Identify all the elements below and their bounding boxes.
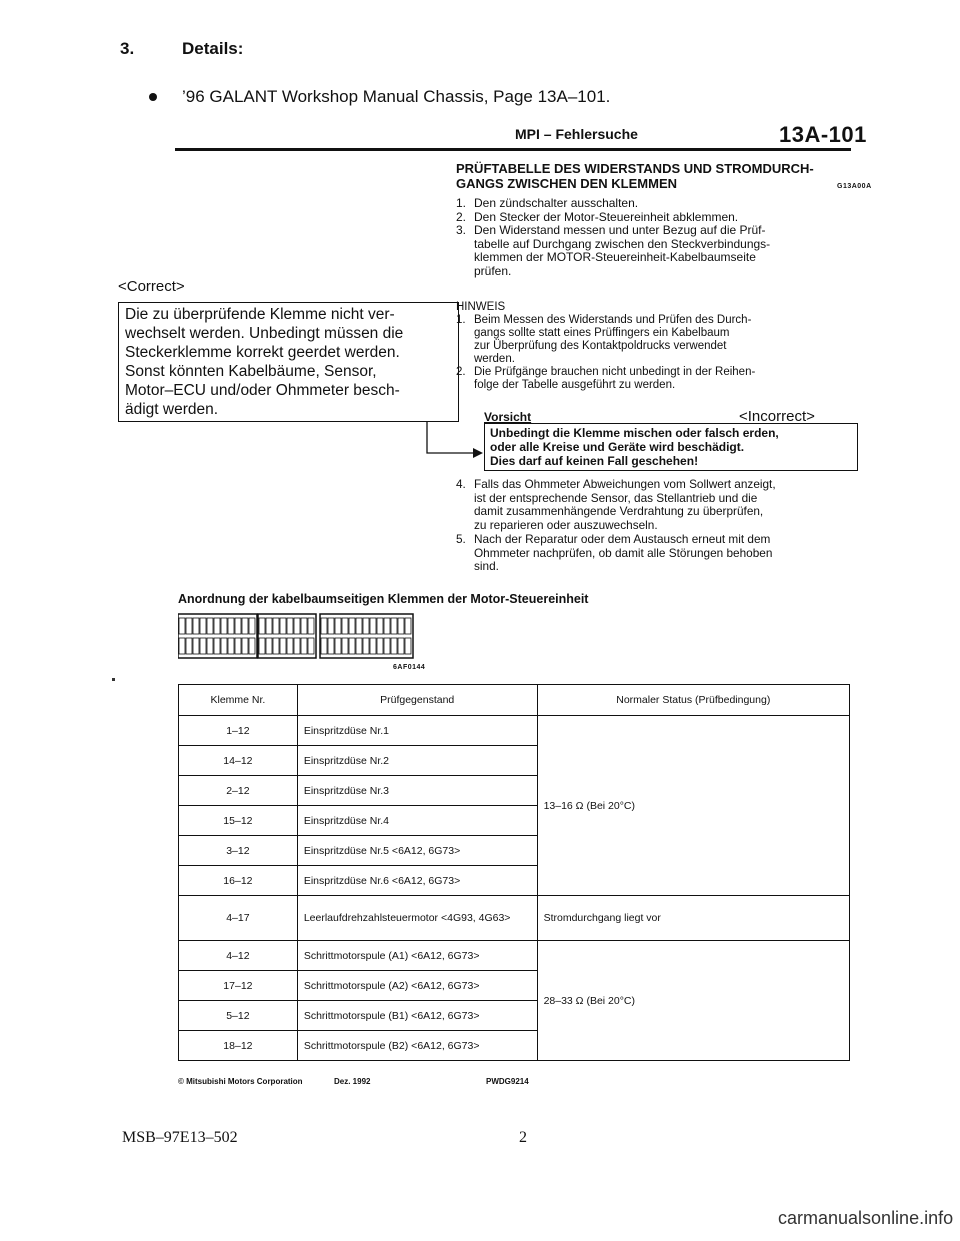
step-number: 3. (456, 223, 467, 237)
step-3 (456, 224, 856, 278)
connector-pin (377, 638, 383, 654)
cell-item: Einspritzdüse Nr.4 (297, 806, 537, 836)
step-line: tabelle auf Durchgang zwischen den Steckverbindungs- (474, 236, 771, 251)
connector-pin (377, 618, 383, 634)
connector-pin (179, 638, 185, 654)
manual-header-right: 13A-101 (779, 122, 867, 147)
connector-pin (349, 638, 355, 654)
correct-line: Die zu überprüfende Klemme nicht ver- (125, 306, 395, 323)
heading-number: 3. (120, 39, 135, 58)
correct-line: ädigt werden. (125, 401, 219, 418)
cell-klemme: 5–12 (179, 1001, 298, 1031)
bullet-dot (149, 93, 157, 101)
section-title-line-2: GANGS ZWISCHEN DEN KLEMMEN (456, 176, 677, 191)
spec-table (178, 684, 850, 1061)
connector-pin (370, 618, 376, 634)
connector-pin (328, 618, 334, 634)
connector-pin (301, 638, 307, 654)
cell-item: Einspritzdüse Nr.6 <6A12, 6G73> (297, 866, 537, 896)
step-number: 2. (456, 209, 467, 224)
hinweis-line: werden. (474, 353, 515, 365)
connector-pin (186, 618, 192, 634)
cell-klemme: 15–12 (179, 806, 298, 836)
connector-pin (321, 618, 327, 634)
step-line: Falls das Ohmmeter Abweichungen vom Sollwert anzeigt, (474, 477, 776, 491)
cell-klemme: 14–12 (179, 746, 298, 776)
cell-item: Einspritzdüse Nr.1 (297, 716, 537, 746)
hinweis-number: 2. (456, 366, 466, 378)
connector-pin (280, 638, 286, 654)
cell-klemme: 18–12 (179, 1031, 298, 1061)
connector-pin (214, 638, 220, 654)
vorsicht-label: Vorsicht (484, 410, 532, 424)
cell-item: Schrittmotorspule (A2) <6A12, 6G73> (297, 971, 537, 1001)
connector-pin (363, 638, 369, 654)
header-klemme: Klemme Nr. (179, 685, 298, 716)
step-text (474, 224, 770, 278)
section-code: G13A00A (837, 183, 872, 190)
connector-pin (242, 638, 248, 654)
footer-code: PWDG9214 (486, 1077, 529, 1086)
connector-pin (207, 618, 213, 634)
cell-klemme: 4–12 (179, 941, 298, 971)
connector-pin (287, 638, 293, 654)
cell-status: 13–16 Ω (Bei 20°C) (537, 716, 849, 896)
page-number: 2 (519, 1129, 527, 1146)
heading-title: Details: (182, 39, 244, 58)
hinweis-line: folge der Tabelle ausgeführt zu werden. (474, 379, 676, 391)
connector-pin (370, 638, 376, 654)
header-status: Normaler Status (Prüfbedingung) (537, 685, 849, 716)
connector-pin (363, 618, 369, 634)
connector-pin (179, 618, 185, 634)
hinweis-line: gangs sollte statt eines Prüffingers ein Kabelbaum (474, 327, 730, 339)
connector-pin (249, 618, 255, 634)
connector-pin (235, 638, 241, 654)
steps-list (456, 197, 856, 278)
correct-line: wechselt werden. Unbedingt müssen die (125, 325, 404, 342)
connector-pin (221, 638, 227, 654)
connector-pin (308, 638, 314, 654)
steps-after (456, 478, 856, 574)
connector-pin (398, 638, 404, 654)
warning-line: oder alle Kreise und Geräte wird beschädigt. (490, 440, 745, 454)
step-line: Ohmmeter nachprüfen, ob damit alle Störungen behoben (474, 545, 773, 560)
step-line: Nach der Reparatur oder dem Austausch erneut mit dem (474, 532, 771, 546)
cell-klemme: 16–12 (179, 866, 298, 896)
connector-pin (235, 618, 241, 634)
step-line: ist der entsprechende Sensor, das Stellantrieb und die (474, 490, 758, 505)
connector-pin (384, 618, 390, 634)
connector-pin (273, 638, 279, 654)
connector-pin (356, 638, 362, 654)
connector-pin (391, 638, 397, 654)
page-mark (112, 678, 115, 681)
step-number: 1. (456, 196, 467, 210)
connector-pin (294, 638, 300, 654)
connector-pin (193, 618, 199, 634)
connector-pin (294, 618, 300, 634)
connector-pin (349, 618, 355, 634)
cell-item: Schrittmotorspule (B2) <6A12, 6G73> (297, 1031, 537, 1061)
section-title-line-1: PRÜFTABELLE DES WIDERSTANDS UND STROMDURCH- (456, 161, 814, 176)
cell-item: Leerlaufdrehzahlsteuermotor <4G93, 4G63> (297, 896, 537, 941)
step-line: damit zusammenhängende Verdrahtung zu überprüfen, (474, 504, 764, 518)
connector-pin (405, 638, 411, 654)
step-line: zu reparieren oder auszuwechseln. (474, 517, 658, 532)
step-line: Den Widerstand messen und unter Bezug auf die Prüf- (474, 223, 766, 237)
header-pruefgegenstand: Prüfgegenstand (297, 685, 537, 716)
connector-pin (342, 618, 348, 634)
table-row (179, 941, 850, 971)
cell-klemme: 2–12 (179, 776, 298, 806)
step-4 (456, 478, 856, 532)
connector-pin (266, 638, 272, 654)
connector-pin (259, 638, 265, 654)
connector-pin (228, 618, 234, 634)
cell-klemme: 1–12 (179, 716, 298, 746)
hinweis-item-2 (456, 366, 856, 392)
connector-pin (228, 638, 234, 654)
connector-pin (405, 618, 411, 634)
connector-pin (398, 618, 404, 634)
connector-pin (200, 638, 206, 654)
pointer-arrow (425, 420, 485, 460)
step-number: 5. (456, 532, 466, 546)
cell-item: Schrittmotorspule (B1) <6A12, 6G73> (297, 1001, 537, 1031)
footer-date: Dez. 1992 (334, 1077, 371, 1086)
section-title (456, 161, 872, 194)
correct-box (118, 302, 459, 422)
cell-item: Einspritzdüse Nr.2 (297, 746, 537, 776)
connector-pin (249, 638, 255, 654)
manual-header-left: MPI – Fehlersuche (515, 126, 638, 142)
warning-box (484, 423, 858, 471)
hinweis-number: 1. (456, 314, 466, 326)
connector-pin (266, 618, 272, 634)
bullet-text: ’96 GALANT Workshop Manual Chassis, Page 13A–101. (182, 87, 611, 106)
connector-pin (200, 618, 206, 634)
connector-pin (335, 638, 341, 654)
cell-item: Einspritzdüse Nr.5 <6A12, 6G73> (297, 836, 537, 866)
header-rule (175, 148, 851, 151)
connector-pin (308, 618, 314, 634)
cell-item: Einspritzdüse Nr.3 (297, 776, 537, 806)
incorrect-label: <Incorrect> (739, 408, 815, 425)
connector-pin (342, 638, 348, 654)
connector-pin (356, 618, 362, 634)
cell-status: 28–33 Ω (Bei 20°C) (537, 941, 849, 1061)
connector-pin (242, 618, 248, 634)
correct-line: Steckerklemme korrekt geerdet werden. (125, 344, 400, 361)
step-line: klemmen der MOTOR-Steuereinheit-Kabelbaumseite (474, 250, 756, 264)
connector-pin (384, 638, 390, 654)
connector-pin (301, 618, 307, 634)
hinweis-label: HINWEIS (456, 301, 506, 313)
connector-pin (259, 618, 265, 634)
connector-pin (280, 618, 286, 634)
step-text: Den zündschalter ausschalten. (474, 196, 639, 210)
hinweis-line: Beim Messen des Widerstands und Prüfen des Durch- (474, 314, 752, 326)
step-text: Den Stecker der Motor-Steuereinheit abklemmen. (474, 209, 739, 224)
step-5 (456, 533, 856, 574)
connector-pin (328, 638, 334, 654)
cell-item: Schrittmotorspule (A1) <6A12, 6G73> (297, 941, 537, 971)
connector-pin (287, 618, 293, 634)
hinweis-block (456, 301, 856, 392)
connector-code: 6AF0144 (393, 664, 426, 671)
step-1 (456, 197, 856, 211)
connector-pin (207, 638, 213, 654)
table-row (179, 896, 850, 941)
cell-klemme: 17–12 (179, 971, 298, 1001)
correct-line: Sonst könnten Kabelbäume, Sensor, (125, 363, 377, 380)
correct-line: Motor–ECU und/oder Ohmmeter besch- (125, 382, 400, 399)
step-line: prüfen. (474, 263, 512, 278)
connector-pin (186, 638, 192, 654)
table-row (179, 716, 850, 746)
connector-pin (193, 638, 199, 654)
hinweis-item-1 (456, 314, 856, 366)
step-line: sind. (474, 559, 499, 573)
connector-diagram (178, 612, 418, 662)
warning-line: Dies darf auf keinen Fall geschehen! (490, 454, 699, 468)
connector-title: Anordnung der kabelbaumseitigen Klemmen der Motor-Steuereinheit (178, 592, 589, 606)
table-header-row (179, 685, 850, 716)
connector-block (178, 614, 257, 658)
warning-line: Unbedingt die Klemme mischen oder falsch erden, (490, 426, 779, 440)
cell-klemme: 4–17 (179, 896, 298, 941)
connector-pin (221, 618, 227, 634)
watermark: carmanualsonline.info (778, 1208, 954, 1228)
hinweis-line: Die Prüfgänge brauchen nicht unbedingt in der Reihen- (474, 366, 756, 378)
cell-status: Stromdurchgang liegt vor (537, 896, 849, 941)
connector-pin (214, 618, 220, 634)
hinweis-line: zur Überprüfung des Kontaktpoldrucks verwendet (474, 340, 727, 352)
connector-pin (273, 618, 279, 634)
step-number: 4. (456, 477, 466, 491)
connector-pin (335, 618, 341, 634)
connector-pin (321, 638, 327, 654)
correct-label: <Correct> (118, 278, 185, 295)
cell-klemme: 3–12 (179, 836, 298, 866)
footer-copyright: © Mitsubishi Motors Corporation (178, 1077, 303, 1086)
page-footer-left: MSB–97E13–502 (122, 1129, 238, 1146)
connector-pin (391, 618, 397, 634)
step-2 (456, 211, 856, 225)
